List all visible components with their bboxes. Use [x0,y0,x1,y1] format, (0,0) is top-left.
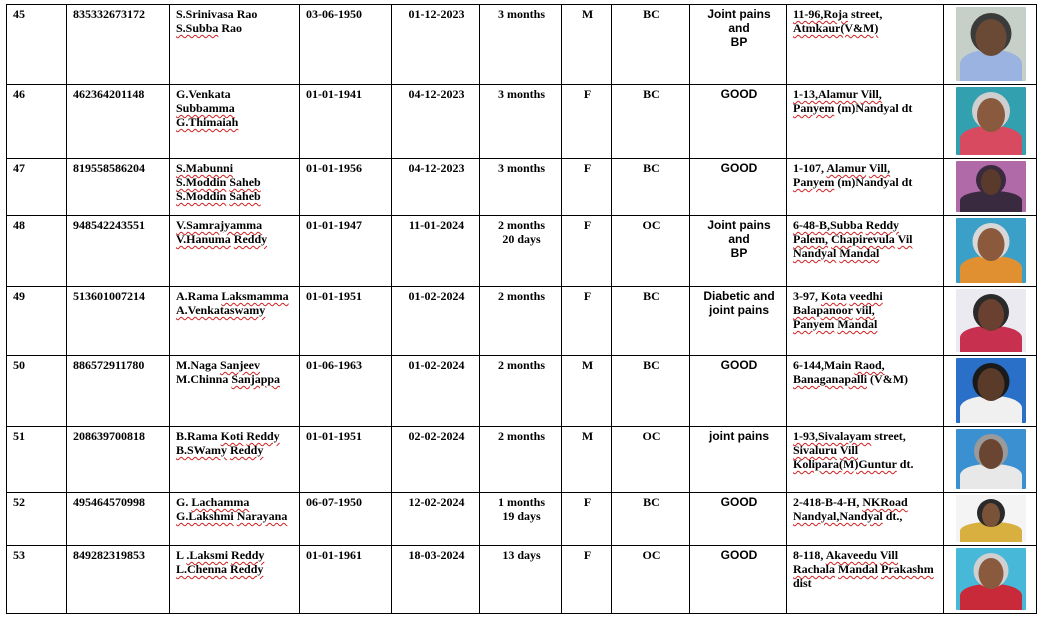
gender-cell: F [562,493,612,546]
text-line: joint pains [709,303,769,317]
address-cell [787,5,944,85]
names-cell [170,356,300,427]
gender-cell: M [562,427,612,493]
serial-number-cell: 46 [7,85,67,159]
table-row [7,85,1037,159]
photo-cell [944,216,1037,287]
admission-date-cell: 01-12-2023 [392,5,480,85]
text-line: S.Moddin Saheb [176,175,261,189]
duration-cell [480,493,562,546]
text-line: Banaganapalli (V&M) [793,372,909,386]
text-line: Rachala Mandal Prakashm [793,562,934,576]
date-of-birth-cell: 01-01-1961 [300,546,392,614]
text-line: S.Moddin Saheb [176,189,261,203]
text-line: and [728,232,750,246]
table-body [7,5,1037,614]
names-cell [170,546,300,614]
gender-cell: F [562,216,612,287]
aadhaar-number-cell: 208639700818 [67,427,170,493]
health-status-cell [690,159,787,216]
serial-number-cell: 52 [7,493,67,546]
names-cell [170,427,300,493]
category-cell: OC [612,216,690,287]
text-line: Balapanoor viil, [793,303,875,317]
aadhaar-number-cell: 495464570998 [67,493,170,546]
gender-cell: M [562,356,612,427]
serial-number-cell: 53 [7,546,67,614]
text-line: GOOD [720,358,758,372]
person-photo [956,289,1026,352]
text-line: 3 months [497,87,545,101]
person-photo [956,495,1026,542]
aadhaar-number-cell: 886572911780 [67,356,170,427]
duration-cell [480,159,562,216]
text-line: A.Venkataswamy [176,303,266,317]
names-cell [170,5,300,85]
duration-cell [480,216,562,287]
photo-cell [944,356,1037,427]
text-line: 6-144,Main Raod, [793,358,885,372]
address-cell [787,493,944,546]
table-row [7,287,1037,356]
aadhaar-number-cell: 513601007214 [67,287,170,356]
text-line: joint pains [709,429,769,443]
admission-date-cell: 18-03-2024 [392,546,480,614]
address-cell [787,216,944,287]
admission-date-cell: 02-02-2024 [392,427,480,493]
aadhaar-number-cell: 819558586204 [67,159,170,216]
date-of-birth-cell: 03-06-1950 [300,5,392,85]
person-photo [956,218,1026,283]
text-line: Panyem (m)Nandyal dt [793,175,913,189]
text-line: 8-118, Akaveedu Vill [793,548,899,562]
text-line: 1-13,Alamur Vill, [793,87,882,101]
text-line: L.Chenna Reddy [176,562,264,576]
address-cell [787,85,944,159]
admission-date-cell: 04-12-2023 [392,85,480,159]
admission-date-cell: 11-01-2024 [392,216,480,287]
date-of-birth-cell: 01-01-1941 [300,85,392,159]
category-cell: OC [612,546,690,614]
text-line: GOOD [720,495,758,509]
text-line: A.Rama Laksmamma [176,289,289,303]
duration-cell [480,356,562,427]
text-line: Nandyal Mandal [793,246,880,260]
text-line: 3 months [497,161,545,175]
text-line: S.Subba Rao [176,21,243,35]
names-cell [170,493,300,546]
text-line: B.Rama Koti Reddy [176,429,280,443]
text-line: BP [730,35,748,49]
person-photo [956,161,1026,212]
text-line: 3 months [497,7,545,21]
duration-cell [480,546,562,614]
beneficiary-table [6,4,1037,614]
gender-cell: F [562,287,612,356]
text-line: Atmkaur(V&M) [793,21,879,35]
date-of-birth-cell: 01-01-1947 [300,216,392,287]
names-cell [170,287,300,356]
serial-number-cell: 48 [7,216,67,287]
text-line: 20 days [502,232,541,246]
text-line: G. Lachamma [176,495,250,509]
text-line: BP [730,246,748,260]
text-line: M.Naga Sanjeev [176,358,260,372]
serial-number-cell: 50 [7,356,67,427]
photo-face [981,169,1001,195]
text-line: Subbamma [176,101,235,115]
category-cell: BC [612,356,690,427]
text-line: 2-418-B-4-H, NKRoad [793,495,908,509]
serial-number-cell: 45 [7,5,67,85]
person-photo [956,7,1026,81]
names-cell [170,85,300,159]
photo-cell [944,159,1037,216]
address-cell [787,287,944,356]
text-line: 11-96,Roja street, [793,7,883,21]
person-photo [956,358,1026,423]
address-cell [787,546,944,614]
person-photo [956,87,1026,155]
names-cell [170,216,300,287]
text-line: M.Chinna Sanjappa [176,372,281,386]
gender-cell: M [562,5,612,85]
duration-cell [480,427,562,493]
text-line: Nandyal,Nandyal dt., [793,509,903,523]
text-line: L .Laksmi Reddy [176,548,265,562]
text-line: S.Mabunni [176,161,234,175]
duration-cell [480,85,562,159]
photo-face [977,98,1005,132]
photo-cell [944,5,1037,85]
text-line: and [728,21,750,35]
photo-cell [944,546,1037,614]
person-photo [956,548,1026,610]
admission-date-cell: 12-02-2024 [392,493,480,546]
photo-face [978,299,1004,331]
names-cell [170,159,300,216]
text-line: B.SWamy Reddy [176,443,264,457]
text-line: G.Thimaiah [176,115,239,129]
admission-date-cell: 01-02-2024 [392,356,480,427]
duration-cell [480,287,562,356]
person-photo [956,429,1026,489]
text-line: Palem, Chapirevula Vil [793,232,913,246]
text-line: 2 months [497,358,545,372]
text-line: GOOD [720,161,758,175]
text-line: 13 days [502,548,541,562]
photo-cell [944,493,1037,546]
health-status-cell [690,356,787,427]
photo-face [979,558,1004,589]
text-line: Joint pains [707,218,771,232]
text-line: 3-97, Kota veedhi [793,289,883,303]
text-line: Sivaluru Vill [793,443,859,457]
text-line: G.Lakshmi Narayana [176,509,288,523]
health-status-cell [690,493,787,546]
text-line: 2 months [497,429,545,443]
aadhaar-number-cell: 835332673172 [67,5,170,85]
serial-number-cell: 47 [7,159,67,216]
text-line: 19 days [502,509,541,523]
text-line: GOOD [720,548,758,562]
aadhaar-number-cell: 948542243551 [67,216,170,287]
serial-number-cell: 49 [7,287,67,356]
text-line: Diabetic and [703,289,775,303]
photo-cell [944,85,1037,159]
text-line: G.Venkata [176,87,231,101]
serial-number-cell: 51 [7,427,67,493]
photo-cell [944,287,1037,356]
category-cell: OC [612,427,690,493]
health-status-cell [690,216,787,287]
category-cell: BC [612,287,690,356]
photo-face [976,19,1007,56]
category-cell: BC [612,5,690,85]
category-cell: BC [612,493,690,546]
text-line: 1-93,Sivalayam street, [793,429,906,443]
table-row [7,493,1037,546]
gender-cell: F [562,546,612,614]
date-of-birth-cell: 06-07-1950 [300,493,392,546]
text-line: dist [793,576,812,590]
date-of-birth-cell: 01-06-1963 [300,356,392,427]
category-cell: BC [612,85,690,159]
text-line: 1-107, Alamur Vill, [793,161,891,175]
text-line: Panyem (m)Nandyal dt [793,101,913,115]
date-of-birth-cell: 01-01-1951 [300,427,392,493]
text-line: GOOD [720,87,758,101]
health-status-cell [690,427,787,493]
photo-face [982,503,1000,527]
health-status-cell [690,287,787,356]
address-cell [787,356,944,427]
health-status-cell [690,5,787,85]
photo-face [978,228,1005,261]
aadhaar-number-cell: 849282319853 [67,546,170,614]
date-of-birth-cell: 01-01-1956 [300,159,392,216]
category-cell: BC [612,159,690,216]
text-line: Panyem Mandal [793,317,878,331]
text-line: V.Hanuma Reddy [176,232,268,246]
address-cell [787,427,944,493]
date-of-birth-cell: 01-01-1951 [300,287,392,356]
table-row [7,356,1037,427]
text-line: V.Samrajyamma [176,218,263,232]
text-line: 1 months [497,495,545,509]
photo-face [979,439,1003,469]
text-line: 2 months [497,289,545,303]
text-line: Kolipara(M)Guntur dt. [793,457,914,471]
admission-date-cell: 04-12-2023 [392,159,480,216]
table-row [7,427,1037,493]
duration-cell [480,5,562,85]
health-status-cell [690,546,787,614]
table-row [7,216,1037,287]
text-line: 6-48-B,Subba Reddy [793,218,900,232]
admission-date-cell: 01-02-2024 [392,287,480,356]
table-row [7,159,1037,216]
table-row [7,546,1037,614]
text-line: S.Srinivasa Rao [176,7,258,21]
health-status-cell [690,85,787,159]
photo-face [978,368,1005,401]
text-line: Joint pains [707,7,771,21]
table-row [7,5,1037,85]
address-cell [787,159,944,216]
photo-cell [944,427,1037,493]
text-line: 2 months [497,218,545,232]
gender-cell: F [562,85,612,159]
aadhaar-number-cell: 462364201148 [67,85,170,159]
gender-cell: F [562,159,612,216]
